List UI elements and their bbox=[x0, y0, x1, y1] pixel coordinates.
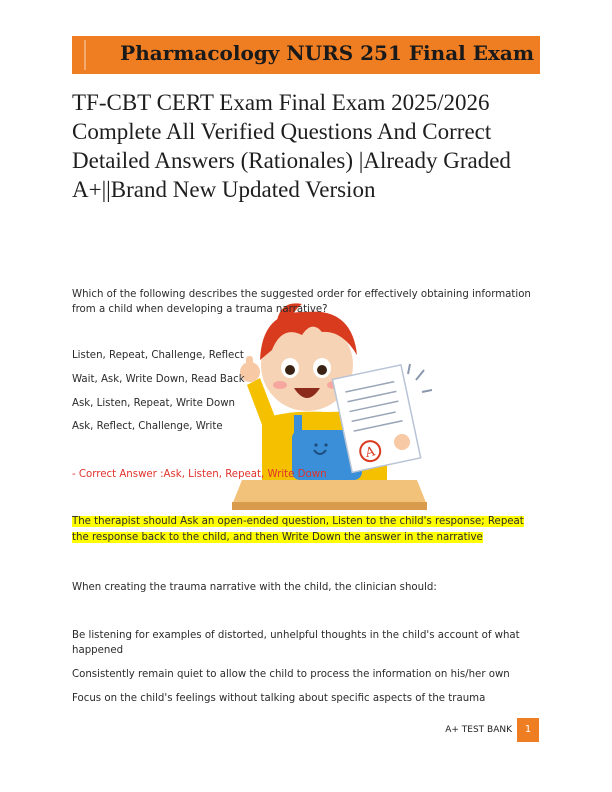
question-1-option: Wait, Ask, Write Down, Read Back bbox=[72, 374, 245, 385]
question-1-option: Ask, Reflect, Challenge, Write bbox=[72, 421, 223, 432]
rationale-highlight: The therapist should Ask an open-ended question, Listen to the child's response; Repeat the response back to the child, and then Write Down the answer in the narrative bbox=[72, 516, 524, 543]
page-number: 1 bbox=[517, 718, 539, 742]
question-1-option: Ask, Listen, Repeat, Write Down bbox=[72, 398, 235, 409]
question-2-option: Be listening for examples of distorted, unhelpful thoughts in the child's account of what happened bbox=[72, 630, 520, 656]
question-1-correct-answer: - Correct Answer :Ask, Listen, Repeat, Write Down bbox=[72, 469, 327, 480]
question-2-option: Focus on the child's feelings without talking about specific aspects of the trauma bbox=[72, 693, 486, 704]
header-banner bbox=[72, 36, 540, 74]
question-1-text: Which of the following describes the suggested order for effectively obtaining information from a child when developing a trauma narrative? bbox=[72, 289, 531, 315]
question-1-rationale bbox=[72, 514, 540, 546]
banner-title: Pharmacology NURS 251 Final Exam bbox=[120, 41, 534, 65]
desk-shape bbox=[232, 480, 427, 505]
document-title: TF-CBT CERT Exam Final Exam 2025/2026 Complete All Verified Questions And Correct Detailed Answers (Rationales) |Already Graded A+||Brand New Updated Version bbox=[72, 90, 511, 202]
banner-stripe bbox=[84, 40, 86, 70]
svg-text:A: A bbox=[364, 444, 377, 461]
footer-label: A+ TEST BANK bbox=[445, 725, 512, 735]
question-2-text: When creating the trauma narrative with the child, the clinician should: bbox=[72, 582, 437, 593]
question-2-option: Consistently remain quiet to allow the child to process the information on his/her own bbox=[72, 669, 510, 680]
question-1-option: Listen, Repeat, Challenge, Reflect bbox=[72, 350, 244, 361]
